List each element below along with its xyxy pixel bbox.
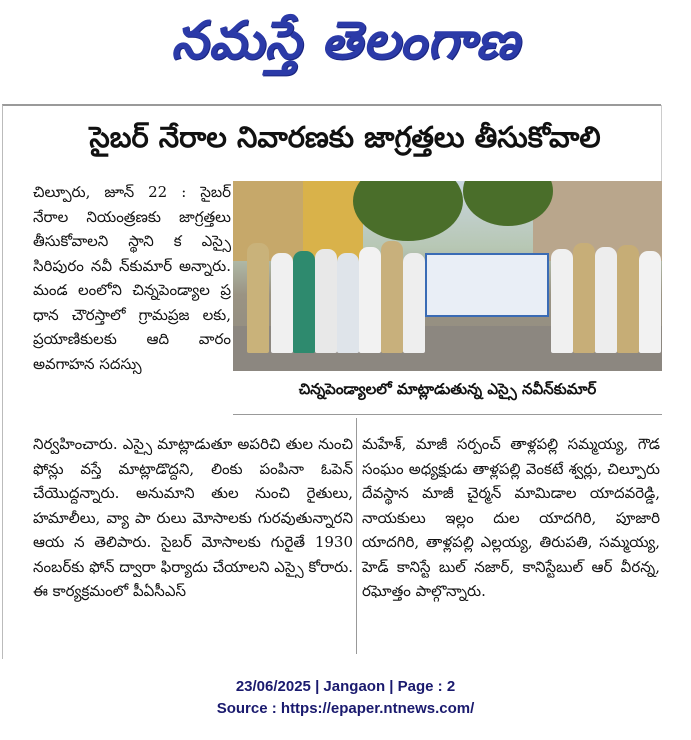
masthead [0,0,691,95]
source-footer [0,676,691,720]
column-divider [356,418,357,654]
intro-paragraph: చిల్పూరు, జూన్ 22 : సైబర్ నేరాల నియంత్రణకు జాగ్రత్తలు తీసుకోవాలని స్థాని క ఎస్సై సిరిపురం నవీ న్‌కుమార్ అన్నారు. మండ లంలోని చిన్నపెండ్యాల ప్ర ధాన చౌరస్తాలో గ్రామప్రజ లకు, ప్రయాణికులకు ఆది వారం అవగాహన సదస్సు [33,183,231,373]
awareness-banner [425,253,549,317]
article-right-column [362,432,660,604]
article-intro-column [33,180,231,376]
right-column-text: మహేశ్, మాజీ సర్పంచ్ తాళ్లపల్లి సమ్మయ్య, గౌడ సంఘం అధ్యక్షుడు తాళ్లపల్లి వెంకటే శ్వర్లు, చిల్పూరు దేవస్థాన మాజీ చైర్మన్ మామిడాల యాదవరెడ్డి, నాయకులు ఇల్లం దుల యాదగిరి, పూజారి యాదగిరి, తాళ్లపల్లి ఎల్లయ్య, తిరుపతి, సమ్మయ్య, హెడ్ కానిస్టే బుల్ నజార్, కానిస్టేబుల్ ఆర్ వీరన్న, రఘోత్తం పాల్గొన్నారు. [362,435,660,600]
photo-caption: చిన్నపెండ్యాలలో మాట్లాడుతున్న ఎస్సై నవీన్‌కుమార్ [233,371,662,407]
article-photo [233,181,662,371]
article-left-column [33,432,353,604]
newspaper-logo: నమస్తే తెలంగాణ [171,10,520,71]
footer-source-link[interactable]: Source : https://epaper.ntnews.com/ [216,700,475,717]
caption-divider [233,414,662,415]
article-headline: సైబర్ నేరాల నివారణకు జాగ్రత్తలు తీసుకోవాలి [89,120,601,154]
left-column-text: నిర్వహించారు. ఎస్సై మాట్లాడుతూ అపరిచి తుల నుంచి ఫోన్లు వస్తే మాట్లాడొద్దని, లింకు పంపినా ఓపెన్ చేయొద్దన్నారు. అనుమాని తుల నుంచి రైతులు, హమాలీలు, వ్యా పా రులు మోసాలకు గురవుతున్నారని ఆయ న తెలిపారు. సైబర్ మోసాలకు గురైతే 1930 నంబర్‌కు ఫోన్ ద్వారా ఫిర్యాదు చేయాలని ఎస్సై కోరారు. ఈ కార్యక్రమంలో పీఏసీఎస్ [33,435,353,600]
footer-date-edition: 23/06/2025 | Jangaon | Page : 2 [235,678,456,695]
